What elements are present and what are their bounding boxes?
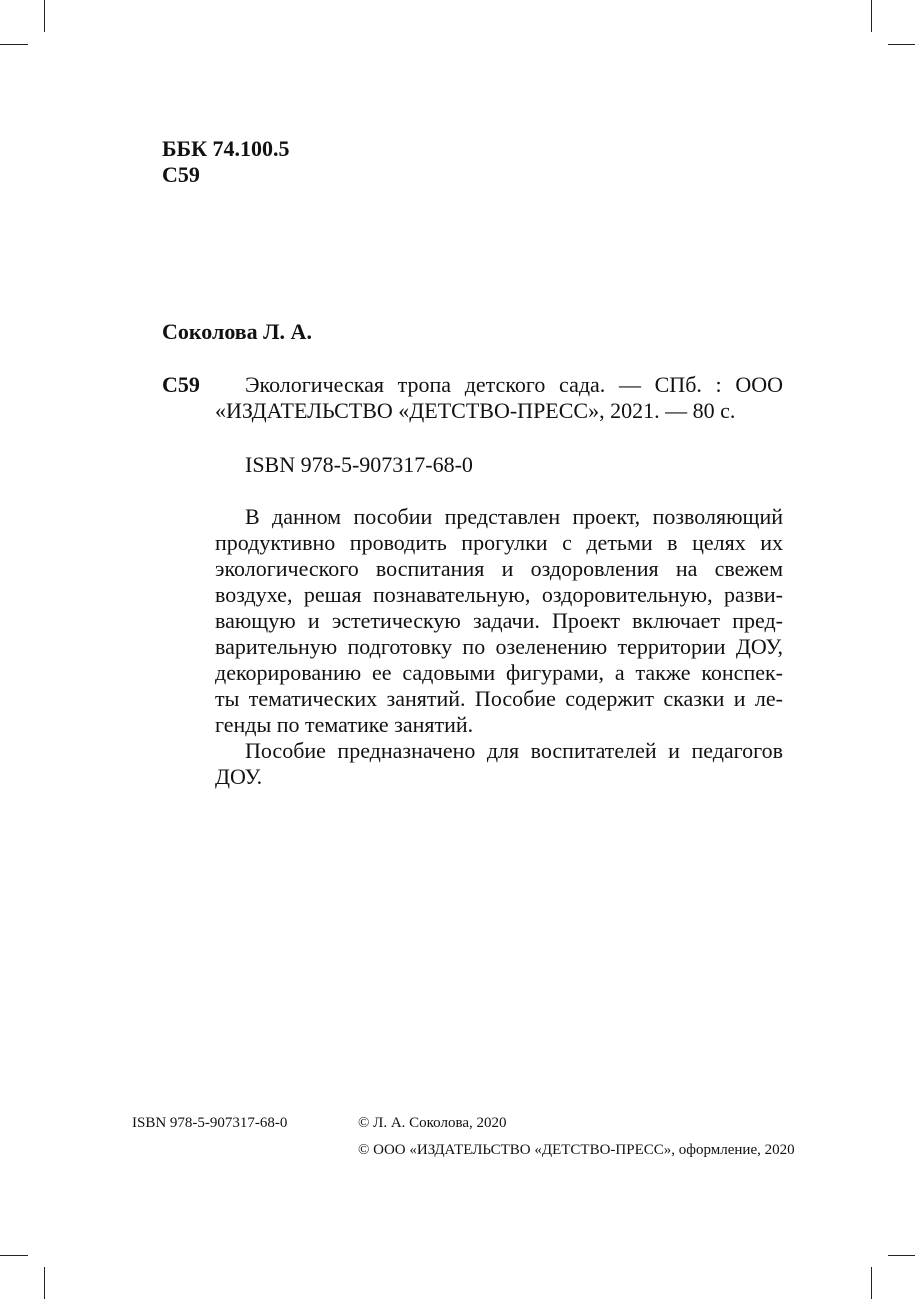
abstract-line: ДОУ.	[215, 764, 263, 789]
abstract-line: генды по тематике занятий.	[215, 712, 474, 737]
entry-title-line: Экологическая тропа детского сада. — СПб. : ООО	[245, 372, 783, 397]
bbk-index: ББК 74.100.5	[162, 136, 290, 161]
author-name: Соколова Л. А.	[162, 319, 312, 344]
abstract-line: вающую и эстетическую задачи. Проект включает пред-	[215, 608, 783, 633]
entry-publisher-line: «ИЗДАТЕЛЬСТВО «ДЕТСТВО-ПРЕСС», 2021. — 80 с.	[215, 398, 736, 423]
abstract-line: экологического воспитания и оздоровления на свежем	[215, 556, 783, 581]
author-mark: С59	[162, 162, 200, 187]
entry-code: С59	[162, 372, 200, 397]
abstract-line: В данном пособии представлен проект, позволяющий	[245, 504, 783, 529]
abstract-line: Пособие предназначено для воспитателей и педагогов	[245, 738, 783, 763]
crop-mark	[0, 44, 28, 45]
crop-mark	[44, 1267, 45, 1299]
crop-mark	[0, 1255, 28, 1256]
crop-mark	[871, 0, 872, 32]
crop-mark	[44, 0, 45, 32]
abstract-line: варительную подготовку по озеленению территории ДОУ,	[215, 634, 783, 659]
abstract-line: ты тематических занятий. Пособие содержит сказки и ле-	[215, 686, 783, 711]
abstract-line: продуктивно проводить прогулки с детьми в целях их	[215, 530, 783, 555]
abstract-line: воздухе, решая познавательную, оздоровительную, разви-	[215, 582, 783, 607]
copyright-publisher: © ООО «ИЗДАТЕЛЬСТВО «ДЕТСТВО-ПРЕСС», оформление, 2020	[358, 1142, 795, 1158]
abstract-line: декорированию ее садовыми фигурами, а также конспек-	[215, 660, 783, 685]
crop-mark	[888, 1255, 915, 1256]
copyright-author: © Л. А. Соколова, 2020	[358, 1115, 507, 1131]
crop-mark	[888, 44, 915, 45]
crop-mark	[871, 1267, 872, 1299]
entry-isbn: ISBN 978-5-907317-68-0	[245, 452, 473, 477]
footer-isbn: ISBN 978-5-907317-68-0	[132, 1115, 288, 1131]
